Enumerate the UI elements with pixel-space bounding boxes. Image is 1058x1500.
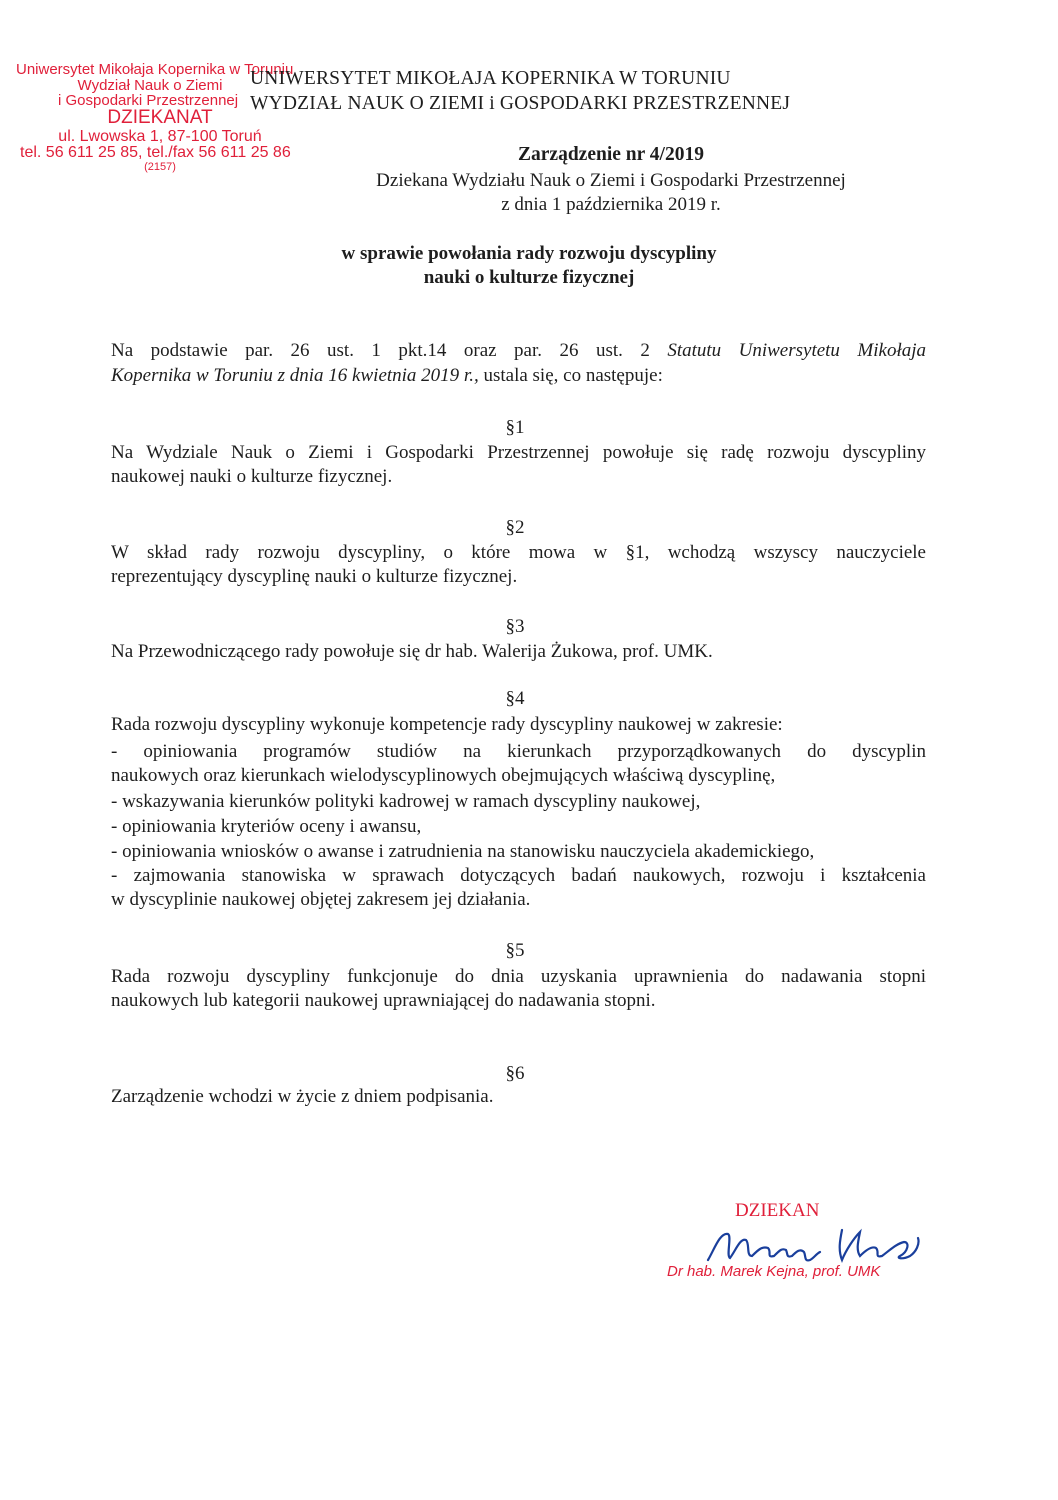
section-mark: §3: [505, 616, 525, 637]
order-title: Zarządzenie nr 4/2019: [518, 144, 704, 165]
university-name: UNIWERSYTET MIKOŁAJA KOPERNIKA W TORUNIU: [250, 68, 731, 89]
statute-reference: Statutu Uniwersytetu Mikołaja: [667, 340, 926, 361]
section-line: - opiniowania wniosków o awanse i zatrudnienia na stanowisku nauczyciela akademickiego,: [111, 841, 815, 862]
section-line: Rada rozwoju dyscypliny funkcjonuje do dnia uzyskania uprawnienia do nadawania stopni: [111, 966, 926, 987]
stamp-line: ul. Lwowska 1, 87-100 Toruń: [58, 128, 262, 145]
section-line: naukowej nauki o kulturze fizycznej.: [111, 466, 393, 487]
section-mark: §1: [505, 417, 525, 438]
section-line: reprezentujący dyscyplinę nauki o kulturze fizycznej.: [111, 566, 518, 587]
section-mark: §5: [505, 940, 525, 961]
faculty-name: WYDZIAŁ NAUK O ZIEMI i GOSPODARKI PRZESTRZENNEJ: [250, 93, 791, 114]
stamp-line: i Gospodarki Przestrzennej: [58, 92, 239, 109]
section-line: W skład rady rozwoju dyscypliny, o które mowa w §1, wchodzą wszyscy nauczyciele: [111, 542, 926, 563]
order-subject: nauki o kulturze fizycznej: [423, 267, 635, 288]
section-mark: §4: [505, 688, 525, 709]
dean-name: Dr hab. Marek Kejna, prof. UMK: [667, 1263, 881, 1280]
preamble-text: ustala się, co następuje:: [478, 365, 663, 386]
stamp-line: tel. 56 611 25 85, tel./fax 56 611 25 86: [20, 144, 291, 161]
statute-reference: Kopernika w Toruniu z dnia 16 kwietnia 2019 r.,: [111, 365, 479, 386]
section-line: Na Wydziale Nauk o Ziemi i Gospodarki Przestrzennej powołuje się radę rozwoju dyscypliny: [111, 442, 926, 463]
section-mark: §2: [505, 517, 525, 538]
section-line: - zajmowania stanowiska w sprawach dotyczących badań naukowych, rozwoju i kształcenia: [111, 865, 926, 886]
stamp-line: DZIEKANAT: [107, 107, 213, 128]
section-line: Rada rozwoju dyscypliny wykonuje kompetencje rady dyscypliny naukowej w zakresie:: [111, 714, 783, 735]
section-line: Na Przewodniczącego rady powołuje się dr hab. Walerija Żukowa, prof. UMK.: [111, 641, 713, 662]
preamble-line: [111, 339, 926, 363]
section-line: - opiniowania kryteriów oceny i awansu,: [111, 816, 422, 837]
preamble-line: [111, 364, 926, 388]
section-line: Zarządzenie wchodzi w życie z dniem podpisania.: [111, 1086, 494, 1107]
section-line: w dyscyplinie naukowej objętej zakresem jej działania.: [111, 889, 531, 910]
stamp-line: Uniwersytet Mikołaja Kopernika w Toruniu: [16, 61, 294, 78]
section-line: naukowych lub kategorii naukowej uprawniającej do nadawania stopni.: [111, 990, 656, 1011]
stamp-line: Wydział Nauk o Ziemi: [77, 77, 223, 94]
section-line: - opiniowania programów studiów na kierunkach przyporządkowanych do dyscyplin: [111, 741, 926, 762]
order-date: z dnia 1 października 2019 r.: [501, 194, 721, 215]
section-line: naukowych oraz kierunkach wielodyscyplinowych obejmujących właściwą dyscyplinę,: [111, 765, 776, 786]
dean-title: DZIEKAN: [735, 1200, 820, 1221]
order-issuer: Dziekana Wydziału Nauk o Ziemi i Gospodarki Przestrzennej: [376, 170, 846, 191]
order-subject: w sprawie powołania rady rozwoju dyscypliny: [341, 243, 717, 264]
section-mark: §6: [505, 1063, 525, 1084]
section-line: - wskazywania kierunków polityki kadrowej w ramach dyscypliny naukowej,: [111, 791, 701, 812]
stamp-line: (2157): [144, 161, 176, 173]
preamble-text: Na podstawie par. 26 ust. 1 pkt.14 oraz par. 26 ust. 2: [111, 340, 650, 361]
